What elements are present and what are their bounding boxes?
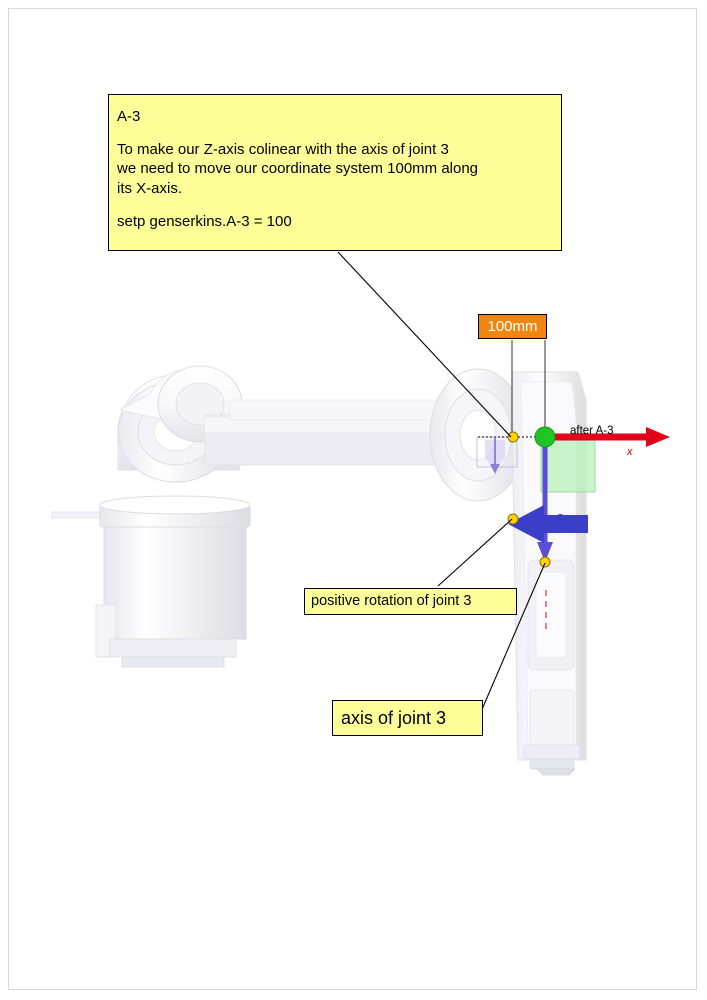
note-callout (108, 94, 562, 251)
note-heading: A-3 (117, 108, 141, 125)
positive-rotation-callout: positive rotation of joint 3 (304, 588, 517, 615)
note-body (117, 140, 551, 198)
robot-base (52, 496, 250, 667)
after-transform-label: after A-3 (570, 425, 614, 437)
axis-of-joint-callout: axis of joint 3 (332, 700, 483, 736)
z-axis-label: z (557, 511, 563, 523)
note-body-line-2: we need to move our coordinate system 100mm along (117, 160, 479, 178)
distance-badge: 100mm (478, 314, 547, 339)
note-body-line-1: To make our Z-axis colinear with the axis of joint 3 (117, 141, 449, 159)
note-command: setp genserkins.A-3 = 100 (117, 212, 292, 230)
x-axis-label: x (627, 446, 633, 458)
note-body-line-3: its X-axis. (117, 179, 183, 197)
